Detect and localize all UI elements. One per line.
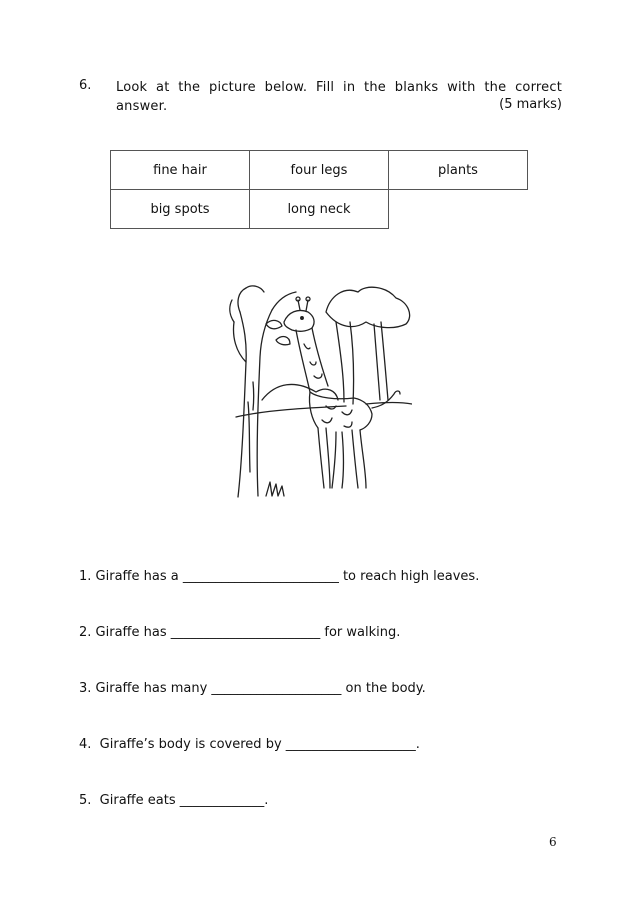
sentence-2: 2. Giraffe has _______________________ for walking.	[79, 625, 401, 640]
word-option: fine hair	[111, 151, 250, 190]
giraffe-head	[284, 310, 314, 331]
empty-cell	[389, 190, 528, 229]
tree-trunk	[238, 312, 246, 497]
giraffe-leg	[318, 428, 330, 488]
word-bank-table	[110, 150, 528, 229]
sentence-4: 4. Giraffe’s body is covered by ____________________.	[79, 737, 420, 752]
word-option: big spots	[111, 190, 250, 229]
giraffe-body	[310, 392, 372, 430]
page-number: 6	[549, 835, 557, 849]
word-bank-row	[111, 151, 528, 190]
sentence-5: 5. Giraffe eats _____________.	[79, 793, 269, 808]
giraffe-leg	[352, 430, 366, 488]
giraffe-illustration	[226, 282, 412, 498]
sentence-3: 3. Giraffe has many ____________________ on the body.	[79, 681, 426, 696]
word-bank-row	[111, 190, 528, 229]
giraffe-neck	[296, 328, 328, 392]
question-number: 6.	[79, 78, 92, 93]
giraffe-leg	[332, 432, 344, 488]
sentence-1: 1. Giraffe has a ________________________ to reach high leaves.	[79, 569, 480, 584]
word-option: long neck	[250, 190, 389, 229]
word-option: four legs	[250, 151, 389, 190]
word-option: plants	[389, 151, 528, 190]
marks-label: (5 marks)	[499, 97, 562, 112]
question-instruction: Look at the picture below. Fill in the blanks with the correct answer.	[116, 80, 562, 114]
